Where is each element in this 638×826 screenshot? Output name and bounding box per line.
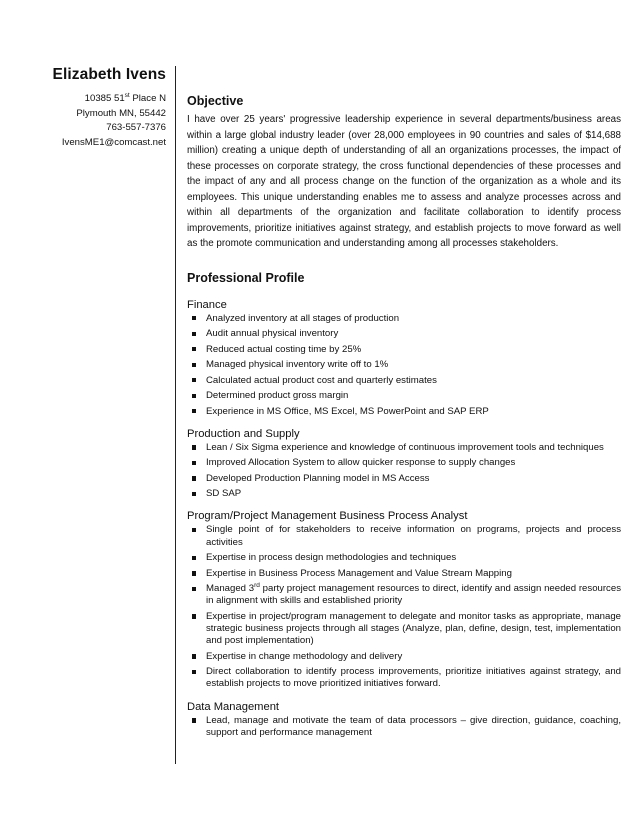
list-item-text: Single point of for stakeholders to receive information on programs, projects and process activities [206,524,621,548]
production-list [187,442,621,501]
address-number: 10385 51 [84,93,125,104]
contact-address [0,92,166,107]
objective-text: I have over 25 years' progressive leadership experience in several departments/business areas within a large global industry leader (over 28,000 employees in 90 countries and sales of $14,688 million) creating a unique depth of understanding of all an organizations processes, the impact of these processes on corporate strategy, the cross functional dependencies of these processes and the impact of any and all process change on the function of the organization as a whole and its employees. This unique understanding enables me to assess and analyze processes across and within all departments of the organization and facilitate collaboration to identify process improvements, prioritize initiatives against strategy, and establish projects to move forward as well as the promote communication and understanding among all processes stakeholders. [187,114,621,249]
list-item [187,666,621,690]
contact-column [0,66,166,150]
list-item-text: party project management resources to direct, identify and assign needed resources in alignment with skills and established priority [206,583,621,607]
bullet-icon [192,461,196,465]
bullet-icon [192,492,196,496]
list-item-text: Lean / Six Sigma experience and knowledge of continuous improvement tools and techniques [206,441,604,453]
list-item [187,488,621,500]
bullet-icon [192,718,196,722]
program-management-list [187,524,621,690]
list-item [187,524,621,548]
candidate-name: Elizabeth Ivens [52,66,166,83]
list-item-text: Reduced actual costing time by 25% [206,343,362,355]
objective-heading: Objective [187,94,244,108]
bullet-icon [192,445,196,449]
address-street: Place N [129,93,166,104]
ordinal-suffix: rd [254,582,260,590]
bullet-icon [192,476,196,480]
bullet-icon [192,670,196,674]
list-item-text: Direct collaboration to identify process improvements, prioritize initiatives against strategy, and establish projects to move prioritized initiatives forward. [206,666,621,690]
bullet-icon [192,654,196,658]
profile-heading: Professional Profile [187,270,305,285]
main-content [187,94,621,742]
list-item-text: Improved Allocation System to allow quicker response to supply changes [206,457,516,469]
list-item [187,328,621,340]
contact-email: IvensME1@comcast.net [61,136,166,148]
list-item [187,583,621,607]
list-item-text: Expertise in process design methodologies and techniques [206,552,457,564]
section-title-program-management: Program/Project Management Business Process Analyst [187,510,468,523]
bullet-icon [192,587,196,591]
list-item [187,457,621,469]
bullet-icon [192,528,196,532]
list-item-text: Developed Production Planning model in MS Access [206,472,430,484]
bullet-icon [192,378,196,382]
list-item-text: Analyzed inventory at all stages of production [206,312,400,324]
contact-phone: 763-557-7376 [106,122,166,133]
finance-list [187,313,621,418]
list-item [187,359,621,371]
bullet-icon [192,347,196,351]
bullet-icon [192,571,196,575]
list-item-text: Calculated actual product cost and quarterly estimates [206,374,437,386]
list-item-text: Lead, manage and motivate the team of data processors – give direction, guidance, coaching, support and performance management [206,714,621,738]
section-title-data-management: Data Management [187,700,280,713]
bullet-icon [192,332,196,336]
section-title-production: Production and Supply [187,427,300,440]
list-item [187,344,621,356]
list-item-text: Managed physical inventory write off to 1% [206,359,389,370]
list-item-text: Determined product gross margin [206,390,349,401]
list-item [187,651,621,663]
bullet-icon [192,614,196,618]
list-item-text: Experience in MS Office, MS Excel, MS PowerPoint and SAP ERP [206,405,489,417]
bullet-icon [192,394,196,398]
bullet-icon [192,556,196,560]
list-item [187,442,621,454]
list-item [187,552,621,564]
address-ordinal: st [124,92,130,99]
vertical-divider [175,66,176,764]
list-item [187,390,621,402]
list-item-text: SD SAP [206,488,242,500]
list-item [187,375,621,387]
list-item [187,406,621,418]
list-item-text: Expertise in project/program management to delegate and monitor tasks as appropriate, manage strategic business projects through all stages (Analyze, plan, define, design, test, implementation and post implementation) [206,610,621,647]
list-item [187,715,621,739]
list-item-text: Expertise in change methodology and delivery [206,650,403,662]
list-item [187,313,621,325]
bullet-icon [192,316,196,320]
list-item-text: Expertise in Business Process Management and Value Stream Mapping [206,567,512,579]
section-title-finance: Finance [187,298,227,311]
contact-city: Plymouth MN, 55442 [76,107,166,119]
list-item [187,473,621,485]
list-item-text: Audit annual physical inventory [206,328,339,339]
list-item-prefix: Managed 3 [206,583,255,595]
list-item [187,611,621,648]
data-management-list [187,715,621,739]
list-item [187,568,621,580]
bullet-icon [192,363,196,367]
bullet-icon [192,409,196,413]
